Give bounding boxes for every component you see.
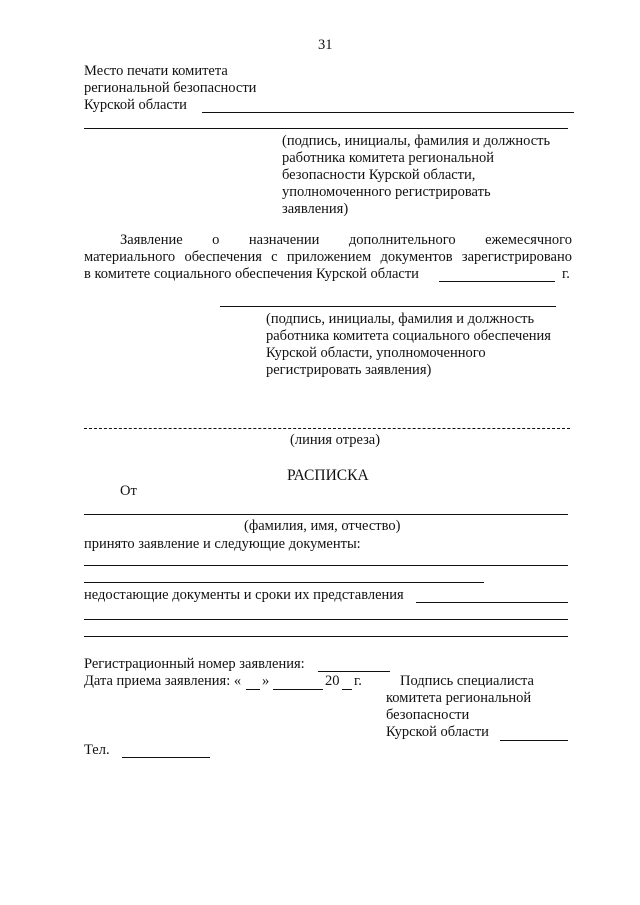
specialist-signature-line (500, 740, 568, 741)
receipt-date-prefix: Дата приема заявления: « (84, 673, 242, 689)
seal-line-3: Курской области (84, 97, 187, 113)
sig1-caption-1: (подпись, инициалы, фамилия и должность (282, 133, 551, 149)
phone-label: Тел. (84, 742, 110, 758)
sig1-caption-3: безопасности Курской области, (282, 167, 476, 183)
registration-number-label: Регистрационный номер заявления: (84, 656, 305, 672)
missing-line-3 (84, 636, 568, 637)
sig1-caption-5: заявления) (282, 201, 349, 217)
documents-line-1 (84, 565, 568, 566)
sig2-caption-3: Курской области, уполномоченного (266, 345, 486, 361)
receipt-month-line (273, 689, 323, 690)
cut-line-label: (линия отреза) (290, 432, 381, 448)
specialist-line-1: Подпись специалиста (400, 673, 534, 689)
specialist-line-3: безопасности (386, 707, 470, 723)
sig1-caption-4: уполномоченного регистрировать (282, 184, 491, 200)
cut-line (84, 428, 570, 429)
receipt-from: От (120, 483, 137, 499)
receipt-date-mid: » (262, 673, 270, 689)
registration-number-line (318, 671, 390, 672)
sig2-caption-1: (подпись, инициалы, фамилия и должность (266, 311, 535, 327)
phone-line (122, 757, 210, 758)
accepted-documents-label: принято заявление и следующие документы: (84, 536, 361, 552)
missing-line-2 (84, 619, 568, 620)
fio-caption: (фамилия, имя, отчество) (244, 518, 401, 534)
statement-line-3: в комитете социального обеспечения Курской области (84, 266, 419, 282)
specialist-line-2: комитета региональной (386, 690, 532, 706)
receipt-title: РАСПИСКА (287, 467, 369, 484)
registration-date-line (439, 281, 555, 282)
missing-documents-label: недостающие документы и сроки их представления (84, 587, 404, 603)
fio-line (84, 514, 568, 515)
seal-line-2: региональной безопасности (84, 80, 257, 96)
documents-line-2 (84, 582, 484, 583)
sig1-caption-2: работника комитета региональной (282, 150, 495, 166)
seal-signature-line (202, 112, 574, 113)
signature-line-1 (84, 128, 568, 129)
receipt-date-year-prefix: 20 (325, 673, 340, 689)
receipt-date-suffix: г. (354, 673, 362, 689)
statement-line-2: материального обеспечения с приложением документов зарегистрировано (84, 249, 572, 265)
specialist-line-4: Курской области (386, 724, 489, 740)
sig2-caption-2: работника комитета социального обеспечения (266, 328, 551, 344)
receipt-year-line (342, 689, 352, 690)
sig2-caption-4: регистрировать заявления) (266, 362, 432, 378)
receipt-day-line (246, 689, 260, 690)
statement-line-1: Заявление о назначении дополнительного ежемесячного (120, 232, 572, 248)
statement-year-suffix: г. (562, 266, 570, 282)
seal-line-1: Место печати комитета (84, 63, 228, 79)
page-number: 31 (318, 37, 333, 53)
missing-documents-line (416, 602, 568, 603)
signature-line-2 (220, 306, 556, 307)
